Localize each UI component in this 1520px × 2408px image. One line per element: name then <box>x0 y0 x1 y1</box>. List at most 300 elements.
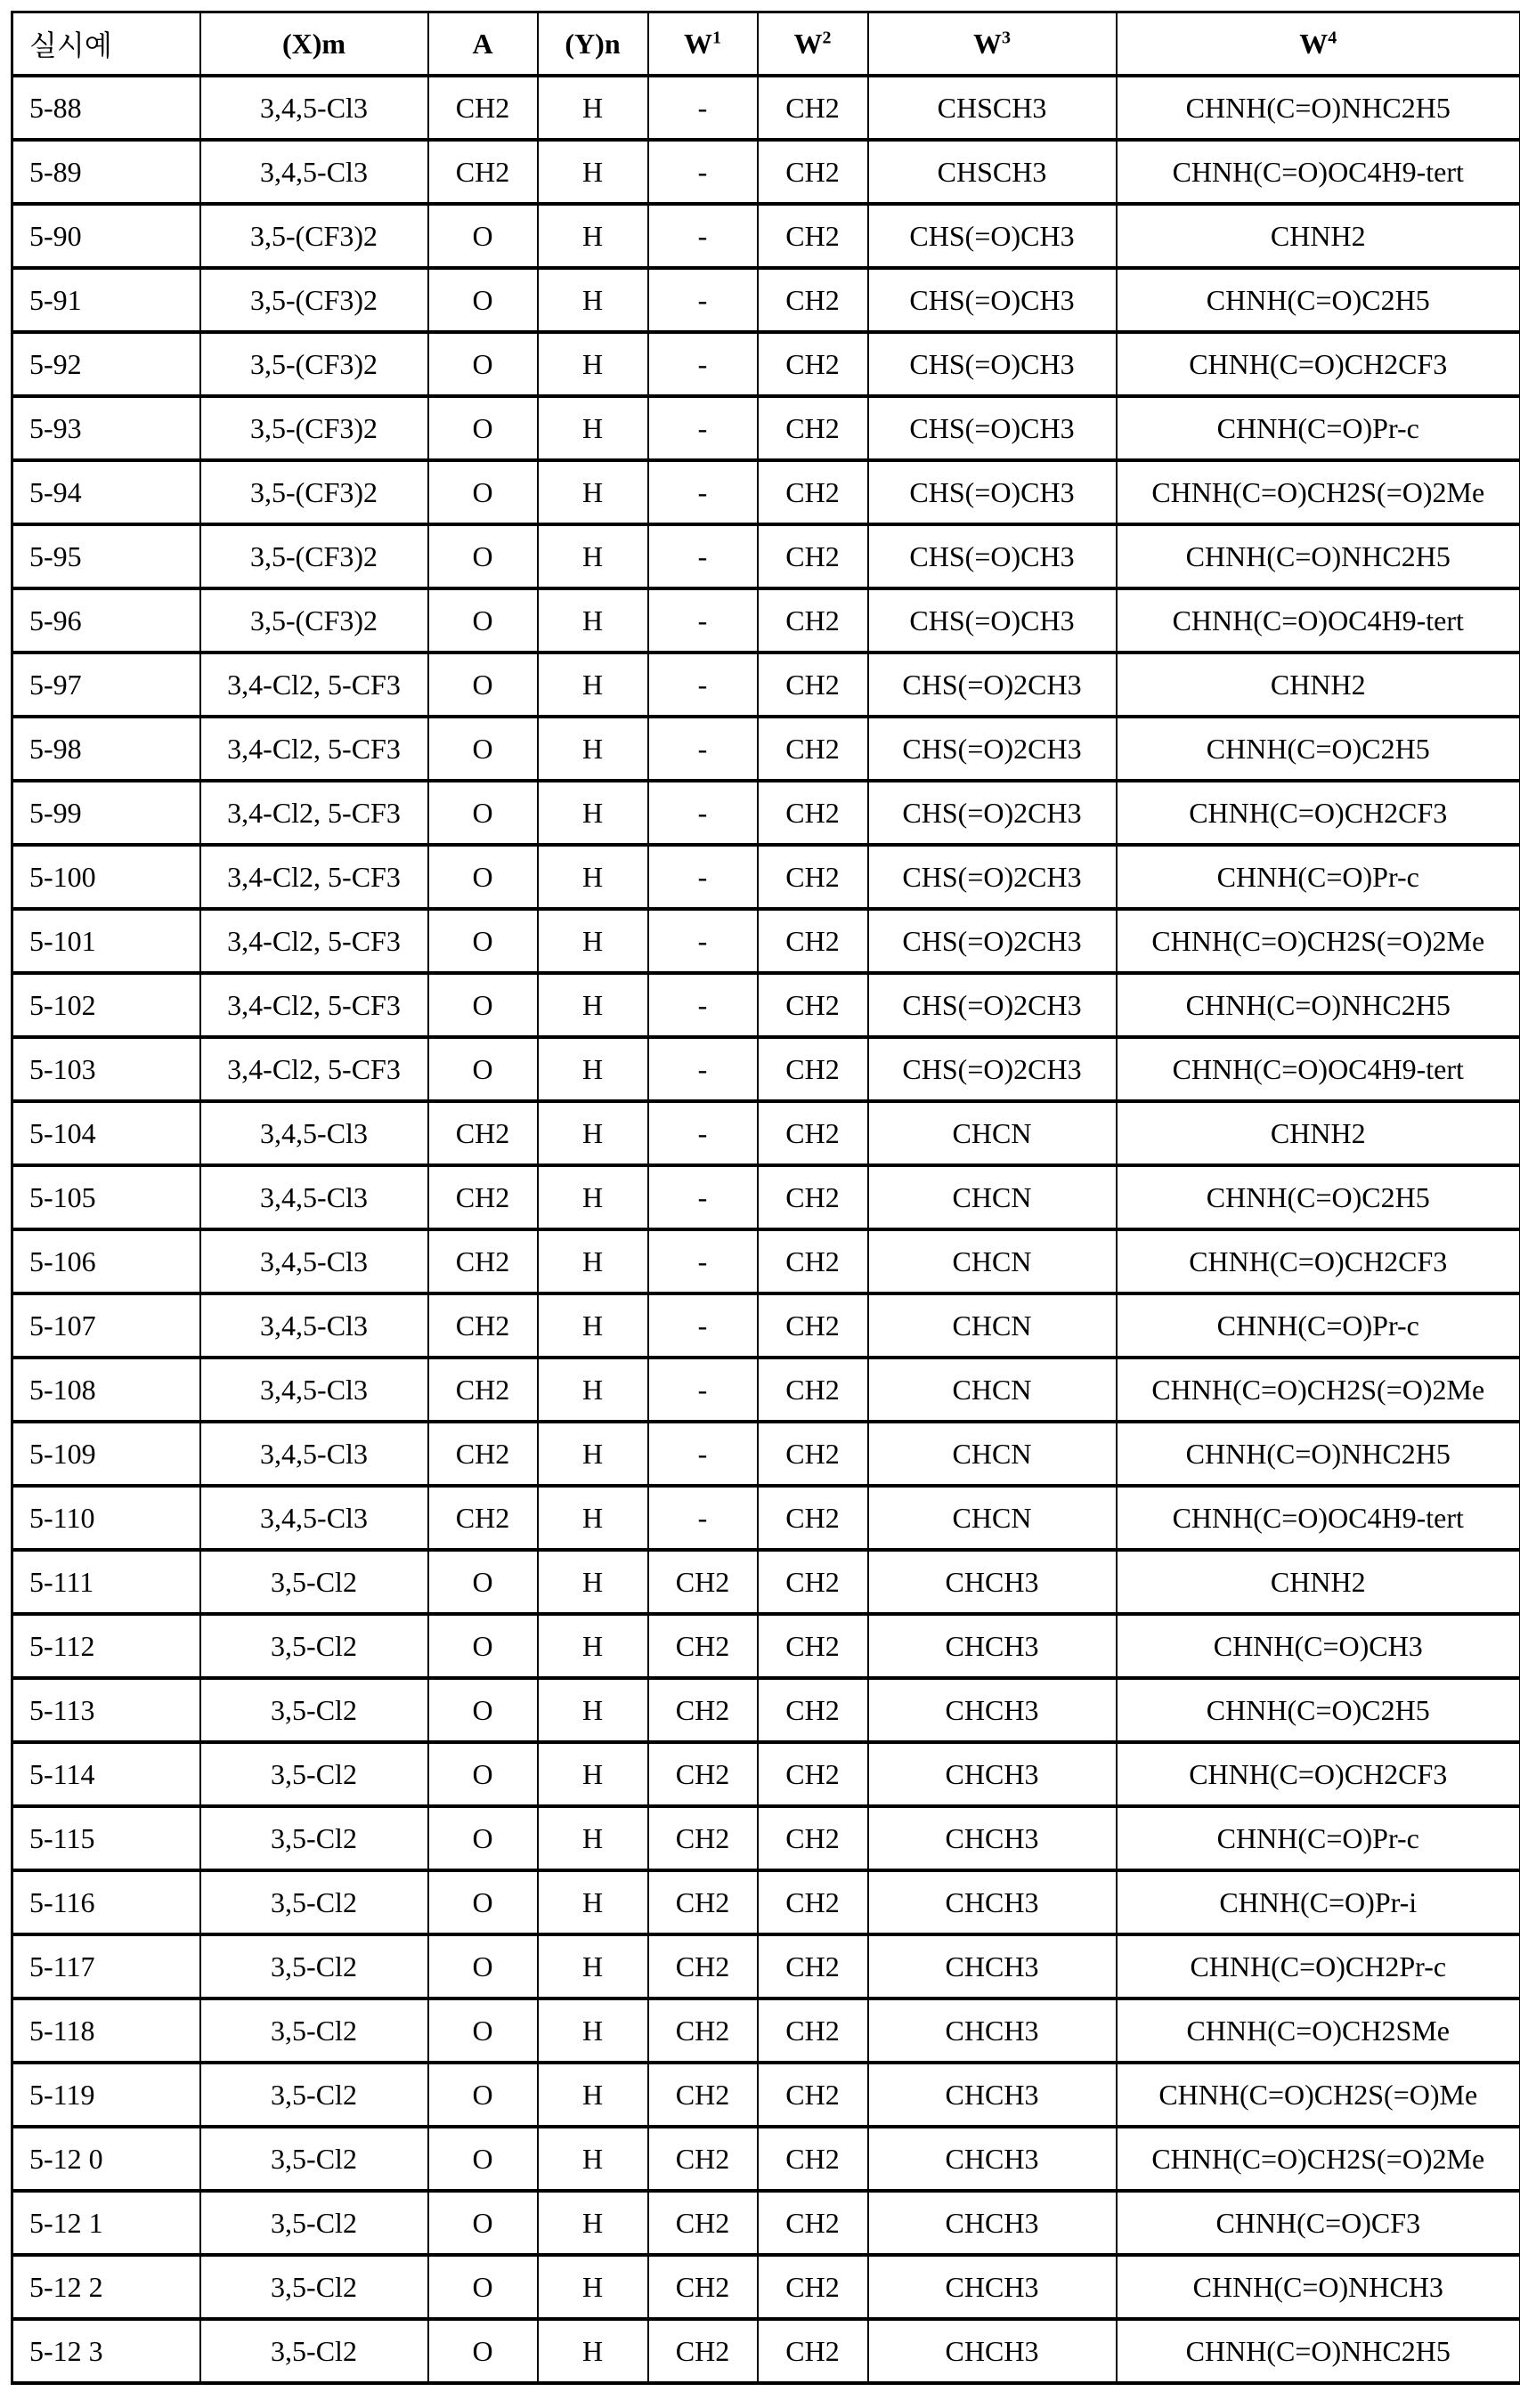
cell-w1: - <box>648 1358 758 1422</box>
cell-a: O <box>428 396 538 460</box>
cell-a: O <box>428 845 538 909</box>
cell-w3: CHCN <box>868 1101 1117 1165</box>
table-row <box>12 1742 1520 1806</box>
cell-w1: - <box>648 524 758 588</box>
cell-yn: H <box>538 973 648 1037</box>
cell-w4: CHNH(C=O)NHC2H5 <box>1117 76 1520 140</box>
cell-w3: CHCN <box>868 1486 1117 1550</box>
cell-w4: CHNH2 <box>1117 1550 1520 1614</box>
cell-a: CH2 <box>428 1486 538 1550</box>
cell-w1: - <box>648 1037 758 1101</box>
cell-example-id: 5-91 <box>12 268 200 332</box>
cell-yn: H <box>538 1101 648 1165</box>
cell-example-id: 5-95 <box>12 524 200 588</box>
cell-w4: CHNH2 <box>1117 653 1520 717</box>
cell-a: CH2 <box>428 1358 538 1422</box>
cell-xm: 3,4,5-Cl3 <box>200 1229 428 1293</box>
table-row <box>12 1037 1520 1101</box>
cell-w2: CH2 <box>758 909 868 973</box>
cell-xm: 3,4,5-Cl3 <box>200 1358 428 1422</box>
cell-example-id: 5-89 <box>12 140 200 204</box>
cell-xm: 3,5-Cl2 <box>200 2191 428 2255</box>
cell-w4: CHNH(C=O)NHC2H5 <box>1117 2319 1520 2383</box>
cell-example-id: 5-105 <box>12 1165 200 1229</box>
cell-xm: 3,4-Cl2, 5-CF3 <box>200 717 428 781</box>
cell-a: O <box>428 204 538 268</box>
table-row <box>12 973 1520 1037</box>
cell-example-id: 5-109 <box>12 1422 200 1486</box>
cell-xm: 3,5-Cl2 <box>200 1678 428 1742</box>
cell-w4: CHNH(C=O)OC4H9-tert <box>1117 140 1520 204</box>
cell-yn: H <box>538 524 648 588</box>
cell-w2: CH2 <box>758 1806 868 1870</box>
table-row <box>12 2063 1520 2127</box>
table-row <box>12 1486 1520 1550</box>
cell-xm: 3,4-Cl2, 5-CF3 <box>200 973 428 1037</box>
cell-w1: CH2 <box>648 1999 758 2063</box>
cell-yn: H <box>538 717 648 781</box>
cell-w2: CH2 <box>758 1229 868 1293</box>
cell-w4: CHNH(C=O)CH2CF3 <box>1117 332 1520 396</box>
header-w4: $W^4$ <box>1117 12 1520 77</box>
cell-a: O <box>428 460 538 524</box>
cell-a: CH2 <box>428 1165 538 1229</box>
cell-a: CH2 <box>428 1229 538 1293</box>
cell-w2: CH2 <box>758 268 868 332</box>
cell-w3: CHCH3 <box>868 1870 1117 1934</box>
cell-w1: - <box>648 1293 758 1358</box>
cell-example-id: 5-111 <box>12 1550 200 1614</box>
cell-example-id: 5-12 3 <box>12 2319 200 2383</box>
cell-w4: CHNH(C=O)CH2SMe <box>1117 1999 1520 2063</box>
cell-w1: - <box>648 973 758 1037</box>
cell-w4: CHNH(C=O)OC4H9-tert <box>1117 588 1520 653</box>
cell-a: O <box>428 1742 538 1806</box>
cell-yn: H <box>538 1870 648 1934</box>
cell-w4: CHNH2 <box>1117 1101 1520 1165</box>
cell-a: O <box>428 2127 538 2191</box>
cell-yn: H <box>538 76 648 140</box>
cell-example-id: 5-107 <box>12 1293 200 1358</box>
cell-w1: - <box>648 268 758 332</box>
cell-yn: H <box>538 1999 648 2063</box>
table-row <box>12 717 1520 781</box>
cell-w1: CH2 <box>648 1934 758 1999</box>
cell-yn: H <box>538 1742 648 1806</box>
cell-w4: CHNH(C=O)CH2CF3 <box>1117 781 1520 845</box>
cell-yn: H <box>538 845 648 909</box>
cell-w2: CH2 <box>758 1422 868 1486</box>
table-row <box>12 140 1520 204</box>
cell-w3: CHSCH3 <box>868 76 1117 140</box>
table-row <box>12 524 1520 588</box>
cell-yn: H <box>538 2255 648 2319</box>
cell-yn: H <box>538 1165 648 1229</box>
cell-w2: CH2 <box>758 845 868 909</box>
cell-w1: CH2 <box>648 1678 758 1742</box>
header-w3: $W^3$ <box>868 12 1117 77</box>
cell-w3: CHCN <box>868 1293 1117 1358</box>
cell-w1: - <box>648 653 758 717</box>
cell-xm: 3,4-Cl2, 5-CF3 <box>200 653 428 717</box>
cell-example-id: 5-106 <box>12 1229 200 1293</box>
cell-w3: CHCH3 <box>868 1678 1117 1742</box>
cell-w1: CH2 <box>648 1614 758 1678</box>
cell-xm: 3,5-(CF3)2 <box>200 524 428 588</box>
cell-w2: CH2 <box>758 653 868 717</box>
cell-a: CH2 <box>428 1101 538 1165</box>
table-row <box>12 1229 1520 1293</box>
cell-w1: CH2 <box>648 2319 758 2383</box>
cell-w4: CHNH(C=O)NHCH3 <box>1117 2255 1520 2319</box>
cell-w1: - <box>648 909 758 973</box>
cell-w3: CHCH3 <box>868 1614 1117 1678</box>
table-row <box>12 845 1520 909</box>
cell-xm: 3,5-(CF3)2 <box>200 396 428 460</box>
cell-w2: CH2 <box>758 524 868 588</box>
cell-w2: CH2 <box>758 1293 868 1358</box>
table-row <box>12 1293 1520 1358</box>
cell-xm: 3,5-Cl2 <box>200 1999 428 2063</box>
cell-yn: H <box>538 1806 648 1870</box>
table-row <box>12 1358 1520 1422</box>
cell-w2: CH2 <box>758 2319 868 2383</box>
cell-w2: CH2 <box>758 1358 868 1422</box>
cell-w1: - <box>648 1486 758 1550</box>
cell-w3: CHS(=O)2CH3 <box>868 909 1117 973</box>
cell-yn: H <box>538 2319 648 2383</box>
cell-example-id: 5-117 <box>12 1934 200 1999</box>
cell-w1: CH2 <box>648 1550 758 1614</box>
cell-a: O <box>428 2063 538 2127</box>
cell-w4: CHNH(C=O)CH2S(=O)Me <box>1117 2063 1520 2127</box>
cell-w1: - <box>648 204 758 268</box>
cell-a: O <box>428 781 538 845</box>
cell-w2: CH2 <box>758 1486 868 1550</box>
cell-w4: CHNH(C=O)NHC2H5 <box>1117 524 1520 588</box>
cell-yn: H <box>538 1678 648 1742</box>
cell-w3: CHCN <box>868 1422 1117 1486</box>
cell-w3: CHCH3 <box>868 1550 1117 1614</box>
table-row <box>12 1870 1520 1934</box>
cell-w4: CHNH(C=O)C2H5 <box>1117 1165 1520 1229</box>
cell-xm: 3,5-(CF3)2 <box>200 460 428 524</box>
cell-a: O <box>428 1934 538 1999</box>
cell-w2: CH2 <box>758 2063 868 2127</box>
cell-example-id: 5-110 <box>12 1486 200 1550</box>
cell-w2: CH2 <box>758 1678 868 1742</box>
cell-w4: CHNH(C=O)CH2Pr-c <box>1117 1934 1520 1999</box>
cell-example-id: 5-115 <box>12 1806 200 1870</box>
cell-w1: - <box>648 1229 758 1293</box>
table-row <box>12 588 1520 653</box>
cell-a: O <box>428 268 538 332</box>
cell-w1: - <box>648 140 758 204</box>
cell-xm: 3,5-(CF3)2 <box>200 332 428 396</box>
cell-example-id: 5-92 <box>12 332 200 396</box>
table-row <box>12 1422 1520 1486</box>
table-row <box>12 268 1520 332</box>
table-row <box>12 909 1520 973</box>
cell-example-id: 5-116 <box>12 1870 200 1934</box>
cell-w4: CHNH(C=O)NHC2H5 <box>1117 973 1520 1037</box>
cell-w3: CHCH3 <box>868 2063 1117 2127</box>
cell-w4: CHNH(C=O)C2H5 <box>1117 1678 1520 1742</box>
cell-yn: H <box>538 781 648 845</box>
cell-w2: CH2 <box>758 460 868 524</box>
cell-xm: 3,5-Cl2 <box>200 1614 428 1678</box>
table-row <box>12 2255 1520 2319</box>
cell-a: O <box>428 1870 538 1934</box>
cell-a: O <box>428 1550 538 1614</box>
cell-example-id: 5-100 <box>12 845 200 909</box>
cell-xm: 3,5-Cl2 <box>200 1550 428 1614</box>
cell-xm: 3,5-Cl2 <box>200 1806 428 1870</box>
cell-yn: H <box>538 140 648 204</box>
cell-example-id: 5-112 <box>12 1614 200 1678</box>
table-row <box>12 1550 1520 1614</box>
cell-w4: CHNH(C=O)NHC2H5 <box>1117 1422 1520 1486</box>
cell-w1: CH2 <box>648 2255 758 2319</box>
cell-xm: 3,4,5-Cl3 <box>200 1422 428 1486</box>
cell-example-id: 5-103 <box>12 1037 200 1101</box>
table-row <box>12 1806 1520 1870</box>
cell-w2: CH2 <box>758 1870 868 1934</box>
cell-example-id: 5-101 <box>12 909 200 973</box>
cell-w4: CHNH(C=O)Pr-c <box>1117 1806 1520 1870</box>
cell-w4: CHNH(C=O)OC4H9-tert <box>1117 1037 1520 1101</box>
cell-xm: 3,4,5-Cl3 <box>200 1293 428 1358</box>
cell-xm: 3,5-Cl2 <box>200 2319 428 2383</box>
cell-w3: CHS(=O)CH3 <box>868 204 1117 268</box>
cell-w1: CH2 <box>648 1870 758 1934</box>
cell-w4: CHNH(C=O)CH2CF3 <box>1117 1742 1520 1806</box>
cell-w1: - <box>648 1165 758 1229</box>
header-row <box>12 12 1520 77</box>
cell-w4: CHNH(C=O)C2H5 <box>1117 717 1520 781</box>
cell-w3: CHCH3 <box>868 2255 1117 2319</box>
cell-w4: CHNH(C=O)Pr-c <box>1117 1293 1520 1358</box>
table-row <box>12 1614 1520 1678</box>
cell-w3: CHS(=O)CH3 <box>868 268 1117 332</box>
cell-w3: CHCH3 <box>868 2319 1117 2383</box>
cell-yn: H <box>538 2127 648 2191</box>
cell-w2: CH2 <box>758 1101 868 1165</box>
cell-xm: 3,4,5-Cl3 <box>200 76 428 140</box>
cell-w2: CH2 <box>758 1037 868 1101</box>
cell-example-id: 5-96 <box>12 588 200 653</box>
cell-w4: CHNH(C=O)Pr-c <box>1117 396 1520 460</box>
cell-example-id: 5-114 <box>12 1742 200 1806</box>
cell-w1: CH2 <box>648 2127 758 2191</box>
cell-xm: 3,4,5-Cl3 <box>200 1486 428 1550</box>
cell-w1: - <box>648 781 758 845</box>
cell-a: O <box>428 653 538 717</box>
cell-yn: H <box>538 1934 648 1999</box>
cell-w1: - <box>648 588 758 653</box>
header-w2: $W^2$ <box>758 12 868 77</box>
table-row <box>12 1999 1520 2063</box>
cell-w1: CH2 <box>648 1806 758 1870</box>
cell-xm: 3,4,5-Cl3 <box>200 140 428 204</box>
cell-w4: CHNH(C=O)C2H5 <box>1117 268 1520 332</box>
cell-w3: CHS(=O)2CH3 <box>868 653 1117 717</box>
cell-a: O <box>428 1678 538 1742</box>
cell-a: O <box>428 2319 538 2383</box>
cell-w4: CHNH2 <box>1117 204 1520 268</box>
table-body <box>12 76 1520 2383</box>
cell-xm: 3,4-Cl2, 5-CF3 <box>200 909 428 973</box>
header-example: 실시예 <box>12 12 200 77</box>
cell-w3: CHS(=O)2CH3 <box>868 845 1117 909</box>
cell-w4: CHNH(C=O)CH2S(=O)2Me <box>1117 909 1520 973</box>
cell-example-id: 5-90 <box>12 204 200 268</box>
table-row <box>12 396 1520 460</box>
cell-w3: CHSCH3 <box>868 140 1117 204</box>
cell-w2: CH2 <box>758 2127 868 2191</box>
cell-w1: CH2 <box>648 2063 758 2127</box>
cell-yn: H <box>538 2191 648 2255</box>
cell-w2: CH2 <box>758 1999 868 2063</box>
cell-w4: CHNH(C=O)Pr-c <box>1117 845 1520 909</box>
cell-example-id: 5-97 <box>12 653 200 717</box>
cell-example-id: 5-104 <box>12 1101 200 1165</box>
cell-yn: H <box>538 268 648 332</box>
cell-yn: H <box>538 1614 648 1678</box>
cell-w4: CHNH(C=O)CF3 <box>1117 2191 1520 2255</box>
cell-w3: CHS(=O)CH3 <box>868 588 1117 653</box>
table-row <box>12 204 1520 268</box>
cell-example-id: 5-113 <box>12 1678 200 1742</box>
cell-xm: 3,4-Cl2, 5-CF3 <box>200 1037 428 1101</box>
cell-w4: CHNH(C=O)CH2S(=O)2Me <box>1117 2127 1520 2191</box>
cell-w3: CHCH3 <box>868 1742 1117 1806</box>
cell-example-id: 5-99 <box>12 781 200 845</box>
cell-xm: 3,5-Cl2 <box>200 2063 428 2127</box>
cell-xm: 3,5-(CF3)2 <box>200 268 428 332</box>
cell-w1: - <box>648 76 758 140</box>
cell-w4: CHNH(C=O)CH2S(=O)2Me <box>1117 460 1520 524</box>
cell-w4: CHNH(C=O)OC4H9-tert <box>1117 1486 1520 1550</box>
compound-table <box>11 11 1520 2385</box>
cell-example-id: 5-88 <box>12 76 200 140</box>
header-a: A <box>428 12 538 77</box>
cell-yn: H <box>538 1358 648 1422</box>
cell-a: CH2 <box>428 76 538 140</box>
cell-yn: H <box>538 909 648 973</box>
cell-example-id: 5-12 0 <box>12 2127 200 2191</box>
cell-w3: CHCH3 <box>868 2191 1117 2255</box>
cell-yn: H <box>538 588 648 653</box>
cell-w3: CHCH3 <box>868 1934 1117 1999</box>
cell-w1: - <box>648 1422 758 1486</box>
header-xm: (X)m <box>200 12 428 77</box>
cell-w2: CH2 <box>758 1934 868 1999</box>
table-row <box>12 2127 1520 2191</box>
cell-a: O <box>428 588 538 653</box>
cell-w2: CH2 <box>758 140 868 204</box>
cell-yn: H <box>538 1037 648 1101</box>
cell-yn: H <box>538 1486 648 1550</box>
cell-a: CH2 <box>428 140 538 204</box>
cell-yn: H <box>538 332 648 396</box>
cell-yn: H <box>538 396 648 460</box>
table-row <box>12 781 1520 845</box>
cell-w3: CHCH3 <box>868 1999 1117 2063</box>
cell-w3: CHS(=O)CH3 <box>868 332 1117 396</box>
cell-w3: CHCN <box>868 1165 1117 1229</box>
cell-yn: H <box>538 1229 648 1293</box>
cell-w2: CH2 <box>758 1165 868 1229</box>
cell-w3: CHS(=O)2CH3 <box>868 973 1117 1037</box>
cell-w2: CH2 <box>758 781 868 845</box>
cell-w2: CH2 <box>758 2191 868 2255</box>
cell-w3: CHS(=O)CH3 <box>868 524 1117 588</box>
cell-xm: 3,5-Cl2 <box>200 2127 428 2191</box>
cell-w1: - <box>648 460 758 524</box>
cell-a: O <box>428 717 538 781</box>
cell-xm: 3,4,5-Cl3 <box>200 1101 428 1165</box>
cell-w2: CH2 <box>758 332 868 396</box>
cell-example-id: 5-12 2 <box>12 2255 200 2319</box>
cell-w2: CH2 <box>758 973 868 1037</box>
cell-w1: - <box>648 1101 758 1165</box>
cell-w2: CH2 <box>758 1614 868 1678</box>
cell-a: O <box>428 973 538 1037</box>
cell-yn: H <box>538 1293 648 1358</box>
cell-w3: CHCH3 <box>868 1806 1117 1870</box>
cell-w4: CHNH(C=O)Pr-i <box>1117 1870 1520 1934</box>
cell-xm: 3,5-(CF3)2 <box>200 204 428 268</box>
cell-a: CH2 <box>428 1293 538 1358</box>
cell-a: O <box>428 1806 538 1870</box>
cell-w1: - <box>648 332 758 396</box>
cell-w1: - <box>648 717 758 781</box>
cell-xm: 3,4-Cl2, 5-CF3 <box>200 781 428 845</box>
cell-w2: CH2 <box>758 396 868 460</box>
cell-w1: - <box>648 396 758 460</box>
cell-a: O <box>428 2191 538 2255</box>
cell-a: CH2 <box>428 1422 538 1486</box>
table-row <box>12 1934 1520 1999</box>
cell-a: O <box>428 332 538 396</box>
cell-w3: CHS(=O)2CH3 <box>868 717 1117 781</box>
cell-w1: - <box>648 845 758 909</box>
cell-w3: CHCN <box>868 1358 1117 1422</box>
cell-example-id: 5-12 1 <box>12 2191 200 2255</box>
cell-a: O <box>428 524 538 588</box>
table-row <box>12 653 1520 717</box>
cell-w2: CH2 <box>758 1742 868 1806</box>
cell-xm: 3,5-(CF3)2 <box>200 588 428 653</box>
table-row <box>12 460 1520 524</box>
cell-a: O <box>428 1999 538 2063</box>
cell-w2: CH2 <box>758 588 868 653</box>
table-row <box>12 1165 1520 1229</box>
cell-w3: CHCN <box>868 1229 1117 1293</box>
cell-example-id: 5-102 <box>12 973 200 1037</box>
table-row <box>12 1101 1520 1165</box>
table-row <box>12 76 1520 140</box>
cell-yn: H <box>538 653 648 717</box>
cell-yn: H <box>538 2063 648 2127</box>
cell-w4: CHNH(C=O)CH2CF3 <box>1117 1229 1520 1293</box>
cell-w3: CHS(=O)CH3 <box>868 396 1117 460</box>
cell-a: O <box>428 1037 538 1101</box>
table-row <box>12 332 1520 396</box>
cell-a: O <box>428 2255 538 2319</box>
cell-xm: 3,5-Cl2 <box>200 1934 428 1999</box>
